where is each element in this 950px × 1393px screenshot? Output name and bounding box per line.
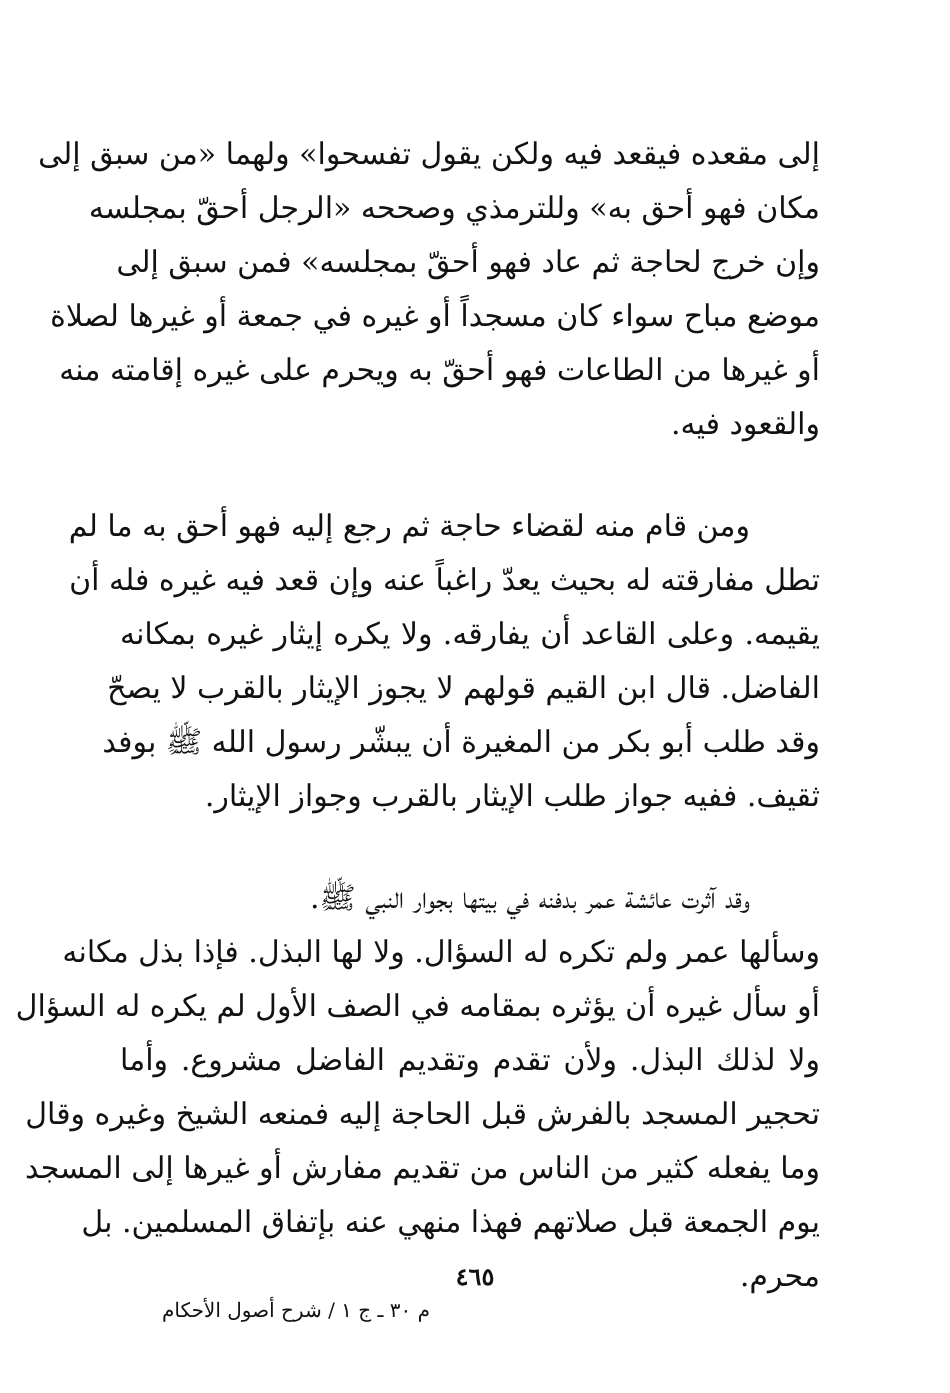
text-line: ولا لذلك البذل. ولأن تقدم وتقديم الفاضل مشروع. وأما bbox=[120, 1043, 820, 1078]
text-line: وقد طلب أبو بكر من المغيرة أن يبشّر رسول الله ﷺ بوفد bbox=[102, 725, 820, 760]
printer-signature: م ٣٠ ـ ج ١ / شرح أصول الأحكام bbox=[162, 1298, 430, 1322]
paragraph-1 bbox=[38, 128, 820, 452]
text-line: والقعود فيه. bbox=[670, 407, 820, 442]
text-line: وسألها عمر ولم تكره له السؤال. ولا لها البذل. فإذا بذل مكانه bbox=[62, 935, 820, 970]
text-line: ثقيف. ففيه جواز طلب الإيثار بالقرب وجواز الإيثار. bbox=[204, 779, 820, 814]
text-line: يقيمه. وعلى القاعد أن يفارقه. ولا يكره إيثار غيره بمكانه bbox=[120, 617, 820, 652]
text-line: الفاضل. قال ابن القيم قولهم لا يجوز الإيثار بالقرب لا يصحّ bbox=[107, 671, 820, 706]
text-line: إلى مقعده فيقعد فيه ولكن يقول تفسحوا» ولهما «من سبق إلى bbox=[38, 137, 820, 172]
paragraph-spacer bbox=[120, 452, 820, 500]
text-line: تطل مفارقته له بحيث يعدّ راغباً عنه وإن قعد فيه غيره فله أن bbox=[69, 563, 820, 598]
text-line: تحجير المسجد بالفرش قبل الحاجة إليه فمنعه الشيخ وغيره وقال bbox=[25, 1097, 820, 1132]
text-line: وما يفعله كثير من الناس من تقديم مفارش أو غيرها إلى المسجد bbox=[25, 1151, 820, 1186]
paragraph-3 bbox=[15, 872, 820, 1304]
text-line: وإن خرج لحاجة ثم عاد فهو أحقّ بمجلسه» فمن سبق إلى bbox=[116, 245, 820, 280]
text-line: يوم الجمعة قبل صلاتهم فهذا منهي عنه بإتفاق المسلمين. بل bbox=[81, 1205, 820, 1240]
page-body bbox=[15, 128, 820, 1304]
paragraph-spacer bbox=[120, 824, 820, 872]
text-line: موضع مباح سواء كان مسجداً أو غيره في جمعة أو غيرها لصلاة bbox=[50, 299, 820, 334]
page-number: ٤٦٥ bbox=[455, 1262, 495, 1291]
text-line: مكان فهو أحق به» وللترمذي وصححه «الرجل أحقّ بمجلسه bbox=[88, 191, 820, 226]
text-line: محرم. bbox=[739, 1259, 820, 1294]
text-line: أو سأل غيره أن يؤثره بمقامه في الصف الأول لم يكره له السؤال bbox=[15, 989, 820, 1024]
paragraph-2 bbox=[68, 500, 820, 824]
text-line: وقد آثرت عائشة عمر بدفنه في بيتها بجوار النبي ﷺ. bbox=[309, 881, 750, 916]
text-line: ومن قام منه لقضاء حاجة ثم رجع إليه فهو أحق به ما لم bbox=[68, 509, 750, 544]
text-line: أو غيرها من الطاعات فهو أحقّ به ويحرم على غيره إقامته منه bbox=[59, 353, 820, 388]
